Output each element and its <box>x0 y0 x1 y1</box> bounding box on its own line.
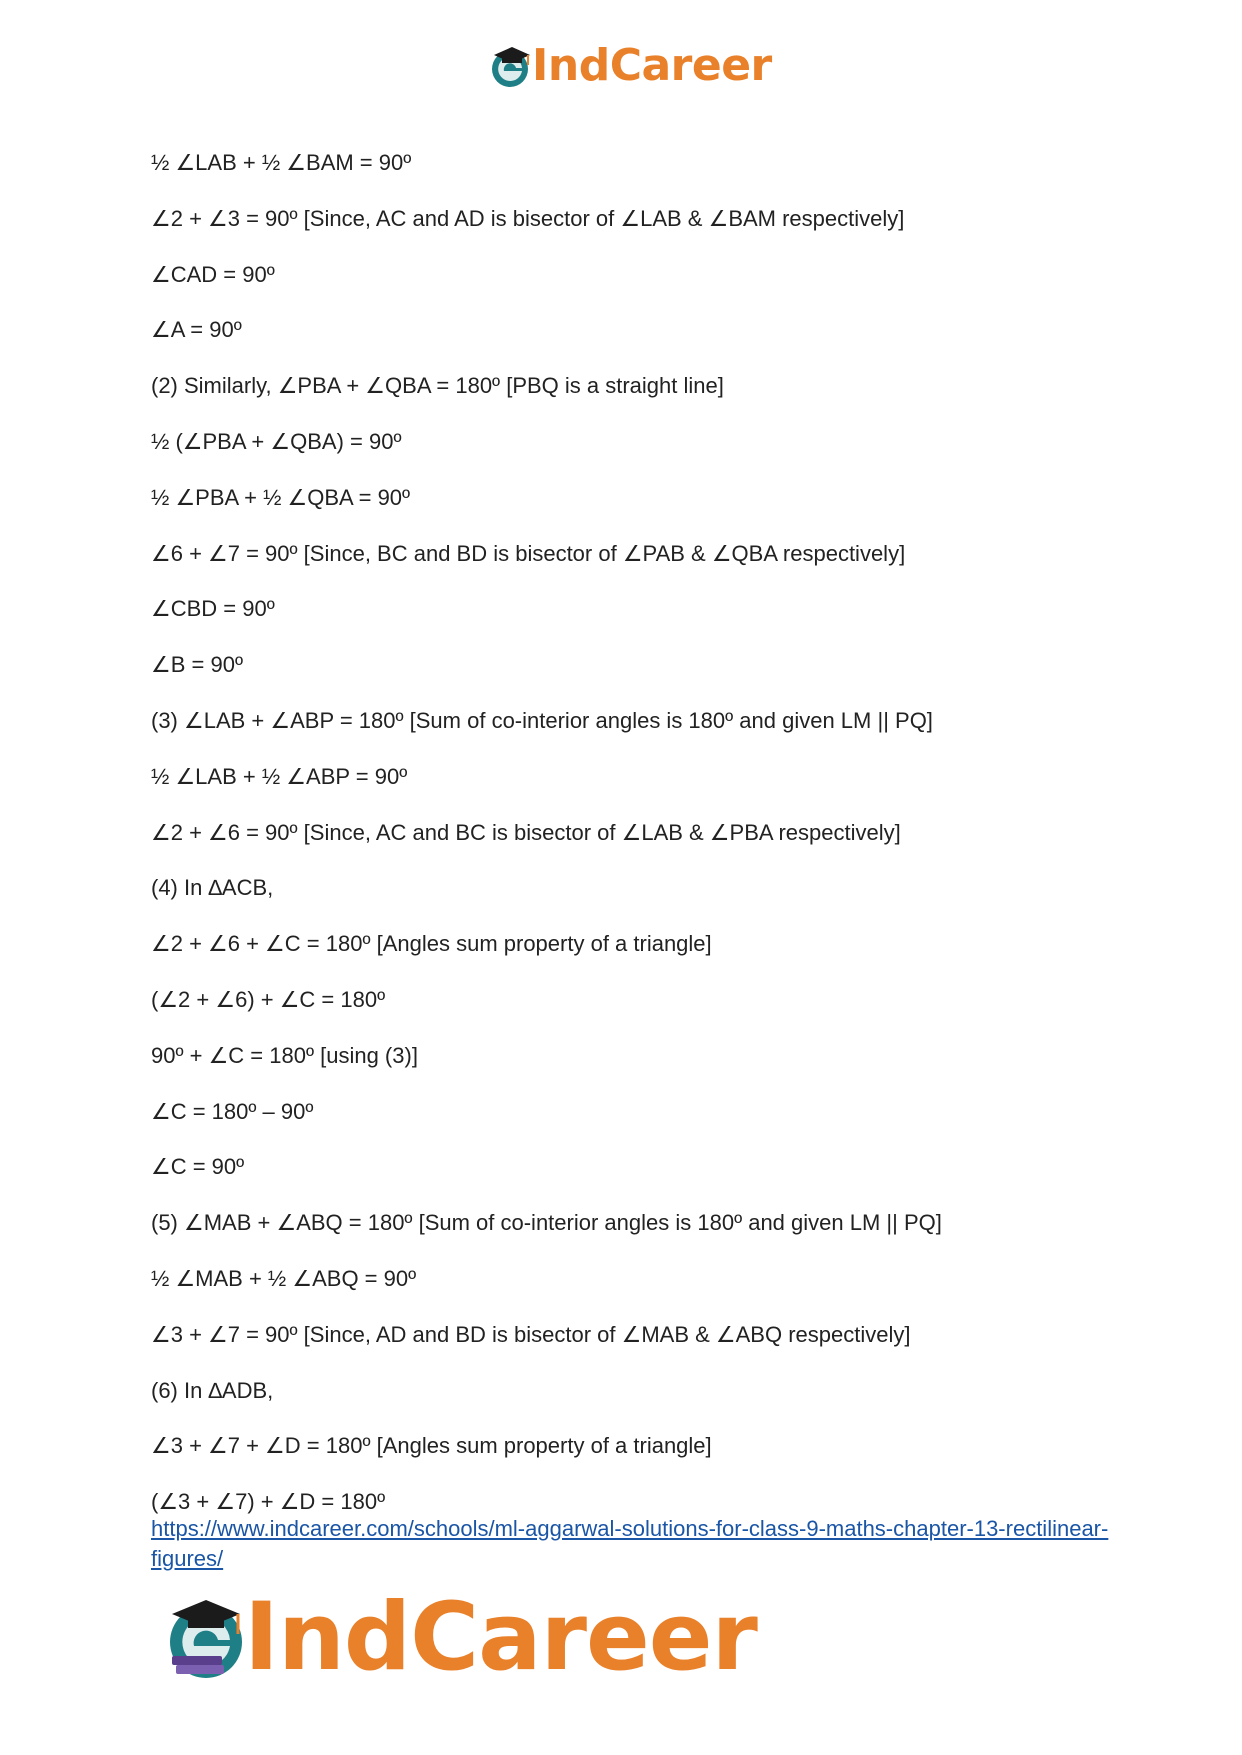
solution-line: (2) Similarly, ∠PBA + ∠QBA = 180º [PBQ is a straight line] <box>151 373 724 399</box>
solution-line: ½ ∠MAB + ½ ∠ABQ = 90º <box>151 1265 417 1291</box>
solution-line: (4) In ∆ACB, <box>151 875 274 901</box>
solution-line: ½ ∠PBA + ½ ∠QBA = 90º <box>151 484 411 510</box>
solution-line: ∠CAD = 90º <box>151 261 275 287</box>
footer-logo <box>162 1583 757 1692</box>
solution-line: ∠B = 90º <box>151 652 243 678</box>
solution-line: (3) ∠LAB + ∠ABP = 180º [Sum of co-interior angles is 180º and given LM || PQ] <box>151 707 933 733</box>
solution-line: ½ (∠PBA + ∠QBA) = 90º <box>151 428 402 454</box>
solution-line: ∠C = 180º – 90º <box>151 1098 314 1124</box>
solution-line: ∠C = 90º <box>151 1154 245 1180</box>
logo-wordmark: IndCareer <box>532 40 772 91</box>
solution-line: ∠2 + ∠3 = 90º [Since, AC and AD is bisector of ∠LAB & ∠BAM respectively] <box>151 205 905 231</box>
solution-line: ½ ∠LAB + ½ ∠ABP = 90º <box>151 763 408 789</box>
solution-body <box>151 150 1111 1515</box>
solution-line: ∠3 + ∠7 + ∠D = 180º [Angles sum property of a triangle] <box>151 1433 712 1459</box>
solution-line: ½ ∠LAB + ½ ∠BAM = 90º <box>151 150 412 175</box>
solution-line: (6) In ∆ADB, <box>151 1377 274 1403</box>
solution-line: (∠2 + ∠6) + ∠C = 180º <box>151 986 386 1012</box>
solution-line: (5) ∠MAB + ∠ABQ = 180º [Sum of co-interior angles is 180º and given LM || PQ] <box>151 1210 942 1236</box>
solution-line: ∠3 + ∠7 = 90º [Since, AD and BD is bisector of ∠MAB & ∠ABQ respectively] <box>151 1321 911 1347</box>
solution-line: ∠CBD = 90º <box>151 596 275 622</box>
source-link[interactable]: https://www.indcareer.com/schools/ml-aggarwal-solutions-for-class-9-maths-chapter-13-rectilinear-figures/ <box>151 1516 1109 1571</box>
solution-line: 90º + ∠C = 180º [using (3)] <box>151 1042 418 1068</box>
solution-line: (∠3 + ∠7) + ∠D = 180º <box>151 1489 386 1515</box>
solution-line: ∠2 + ∠6 + ∠C = 180º [Angles sum property of a triangle] <box>151 931 712 957</box>
solution-line: ∠A = 90º <box>151 317 242 343</box>
solution-line: ∠2 + ∠6 = 90º [Since, AC and BC is bisector of ∠LAB & ∠PBA respectively] <box>151 819 901 845</box>
logo-wordmark: IndCareer <box>244 1583 757 1692</box>
header-logo <box>488 42 772 90</box>
solution-line: ∠6 + ∠7 = 90º [Since, BC and BD is bisector of ∠PAB & ∠QBA respectively] <box>151 540 906 566</box>
graduation-cap-icon <box>488 43 534 89</box>
graduation-cap-books-icon <box>162 1594 250 1682</box>
